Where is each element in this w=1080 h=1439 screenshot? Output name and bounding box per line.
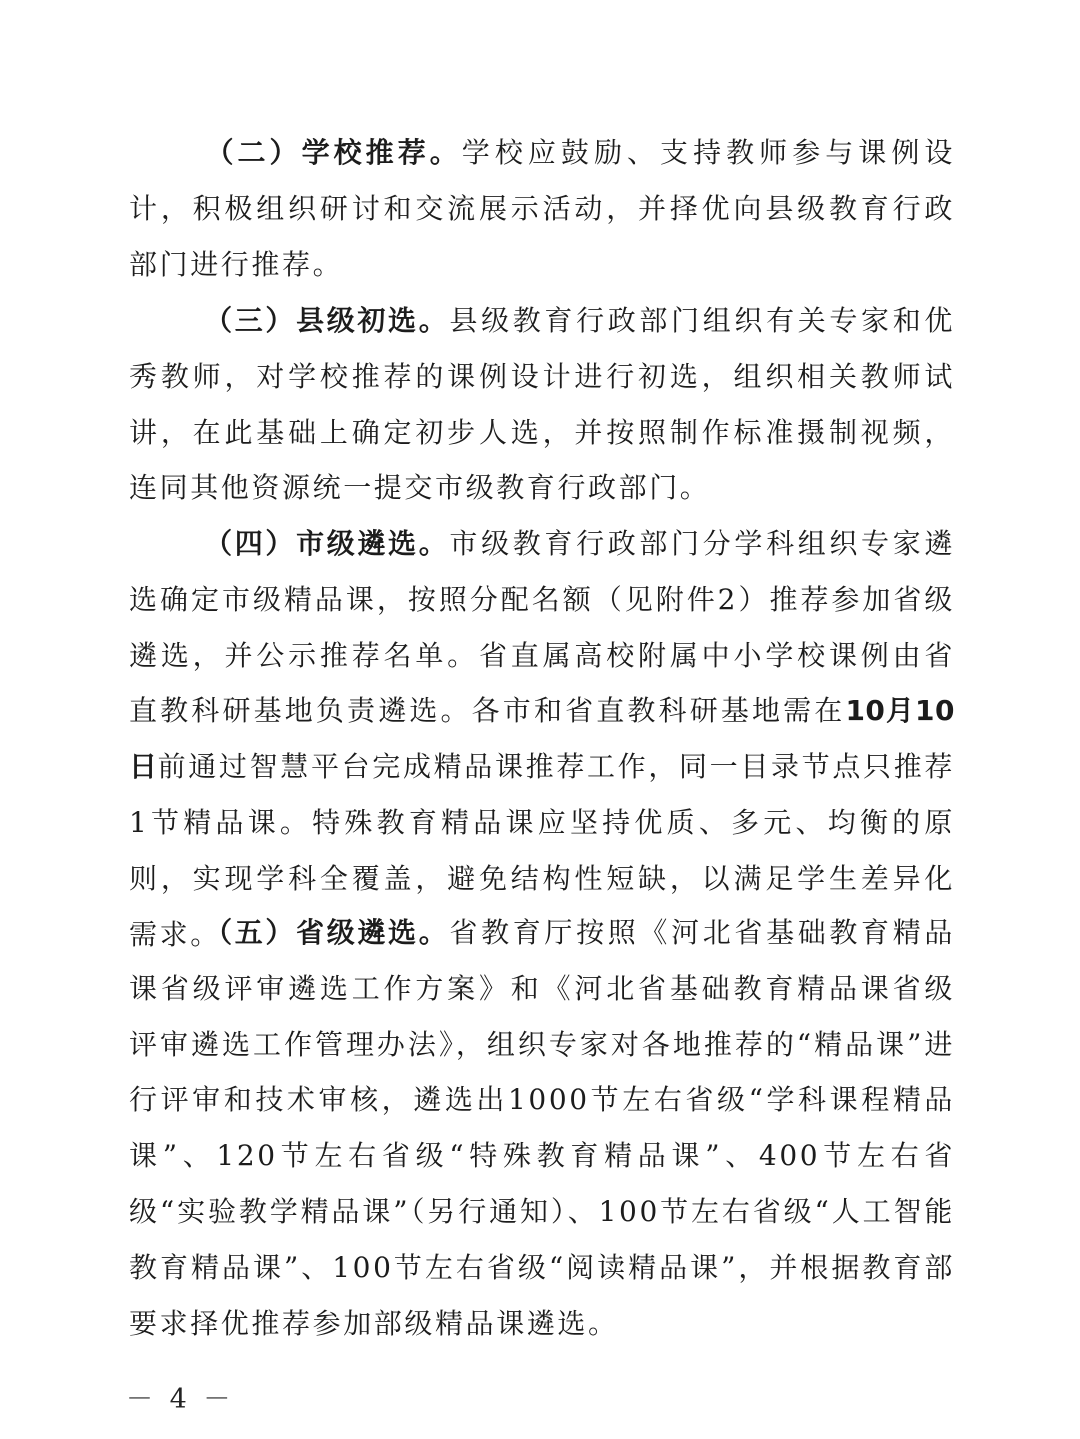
section-body: 县级教育行政部门组织有关专家和优秀教师，对学校推荐的课例设计进行初选，组织相关教师试讲，在此基础上确定初步人选，并按照制作标准摄制视频，连同其他资源统一提交市级教育行政部门。	[129, 304, 955, 505]
deadline-date: 10月10日	[129, 694, 955, 784]
paragraph-city-selection	[129, 516, 955, 962]
page-number: － 4 －	[126, 1384, 235, 1415]
section-body-continued: 前通过智慧平台完成精品课推荐工作，同一目录节点只推荐1节精品课。特殊教育精品课应坚持优质、多元、均衡的原则，实现学科全覆盖，避免结构性短缺，以满足学生差异化需求。	[129, 750, 955, 951]
paragraph-province-selection	[129, 905, 955, 1351]
section-body: 省教育厅按照《河北省基础教育精品课省级评审遴选工作方案》和《河北省基础教育精品课省级评审遴选工作管理办法》，组织专家对各地推荐的“精品课”进行评审和技术审核，遴选出1000节左右省级“学科课程精品课”、120节左右省级“特殊教育精品课”、400节左右省级“实验教学精品课”（另行通知）、100节左右省级“人工智能教育精品课”、100节左右省级“阅读精品课”，并根据教育部要求择优推荐参加部级精品课遴选。	[129, 916, 955, 1340]
section-heading: （五）省级遴选。	[203, 916, 450, 949]
paragraph-county-preselection	[129, 293, 955, 516]
section-heading: （四）市级遴选。	[203, 527, 450, 560]
paragraph-school-recommendation	[129, 125, 955, 292]
section-body: 学校应鼓励、支持教师参与课例设计，积极组织研讨和交流展示活动，并择优向县级教育行政部门进行推荐。	[129, 136, 955, 281]
section-heading: （三）县级初选。	[203, 304, 450, 337]
section-body: 市级教育行政部门分学科组织专家遴选确定市级精品课，按照分配名额（见附件2）推荐参加省级遴选，并公示推荐名单。省直属高校附属中小学校课例由省直教科研基地负责遴选。各市和省直教科研基地需在	[129, 527, 955, 728]
section-heading: （二）学校推荐。	[203, 136, 462, 169]
